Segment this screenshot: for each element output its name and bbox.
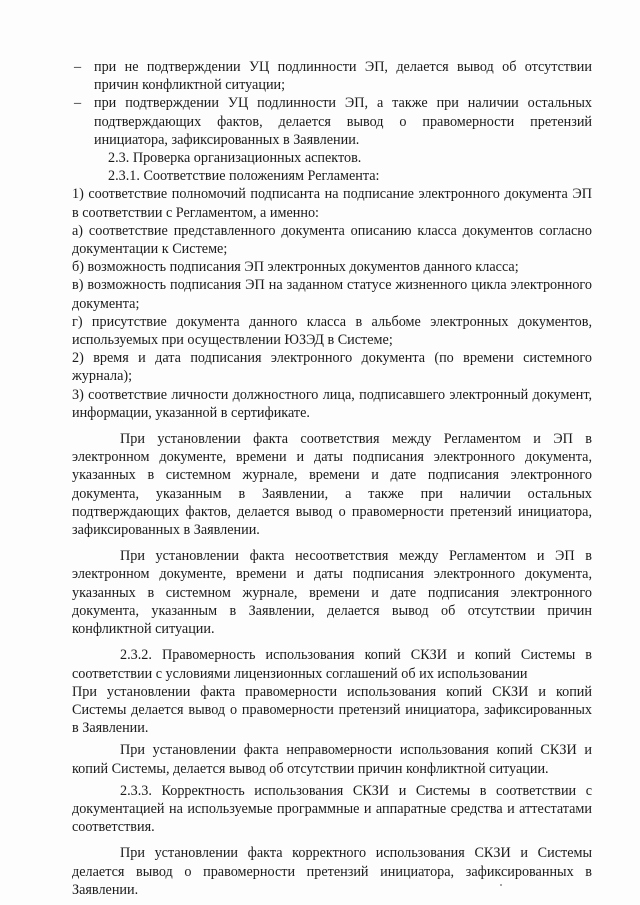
section-heading-2-3: 2.3. Проверка организационных аспектов.: [108, 150, 362, 167]
document-body: [72, 58, 592, 899]
section-heading-2-3-1: 2.3.1. Соответствие положениям Регламента:: [108, 168, 380, 185]
paragraph: 1) соответствие полномочий подписанта на подписание электронного документа ЭП в соответствии с Регламентом, а именно:: [72, 186, 592, 221]
paragraph: в) возможность подписания ЭП на заданном статусе жизненного цикла электронного документа;: [72, 277, 592, 312]
section-heading-2-3-3: 2.3.3. Корректность использования СКЗИ и Системы в соответствии с документацией на используемые программные и аппаратные средства и аттестатами соответствия.: [72, 782, 592, 836]
dash-marker: –: [74, 59, 82, 75]
paragraph: При установлении факта правомерности использования копий СКЗИ и копий Системы делается вывод о правомерности претензий инициатора, зафиксированных в Заявлении.: [72, 683, 592, 737]
paragraph: 2) время и дата подписания электронного документа (по времени системного журнала);: [72, 350, 592, 385]
list-item-dash: [72, 58, 592, 94]
paragraph: При установлении факта несоответствия между Регламентом и ЭП в электронном документе, времени и даты подписания электронного документа, указанных в системном журнале, времени и дате подписания электронного документа, указанным в Заявлении, делается вывод об отсутствии причин конфликтной ситуации.: [72, 548, 592, 638]
scan-speck: [500, 884, 502, 886]
paragraph-text: при подтверждении УЦ подлинности ЭП, а также при наличии остальных подтверждающих фактов, делается вывод о правомерности претензий инициатора, зафиксированных в Заявлении.: [94, 95, 592, 148]
paragraph: При установлении факта корректного использования СКЗИ и Системы делается вывод о правомерности претензий инициатора, зафиксированных в Заявлении.: [72, 845, 592, 898]
list-item-dash: [72, 94, 592, 149]
paragraph: При установлении факта неправомерности использования копий СКЗИ и копий Системы, делается вывод об отсутствии причин конфликтной ситуации.: [72, 742, 592, 777]
paragraph: 3) соответствие личности должностного лица, подписавшего электронный документ, информации, указанной в сертификате.: [72, 386, 592, 421]
paragraph: а) соответствие представленного документа описанию класса документов согласно документации к Системе;: [72, 222, 592, 258]
paragraph: б) возможность подписания ЭП электронных документов данного класса;: [72, 259, 519, 276]
paragraph: При установлении факта соответствия между Регламентом и ЭП в электронном документе, времени и даты подписания электронного документа, указанных в системном журнале, времени и дате подписания электронного документа, указанным в Заявлении, а также при наличии остальных подтверждающих фактов, делается вывод о правомерности претензий инициатора, зафиксированных в Заявлении.: [72, 431, 592, 539]
section-heading-2-3-2: 2.3.2. Правомерность использования копий СКЗИ и копий Системы в соответствии с условиями лицензионных соглашений об их использовании: [72, 647, 592, 682]
paragraph: г) присутствие документа данного класса в альбоме электронных документов, используемых при осуществлении ЮЗЭД в Системе;: [72, 313, 592, 349]
paragraph-text: при не подтверждении УЦ подлинности ЭП, делается вывод об отсутствии причин конфликтной ситуации;: [94, 59, 592, 94]
dash-marker: –: [74, 95, 82, 112]
